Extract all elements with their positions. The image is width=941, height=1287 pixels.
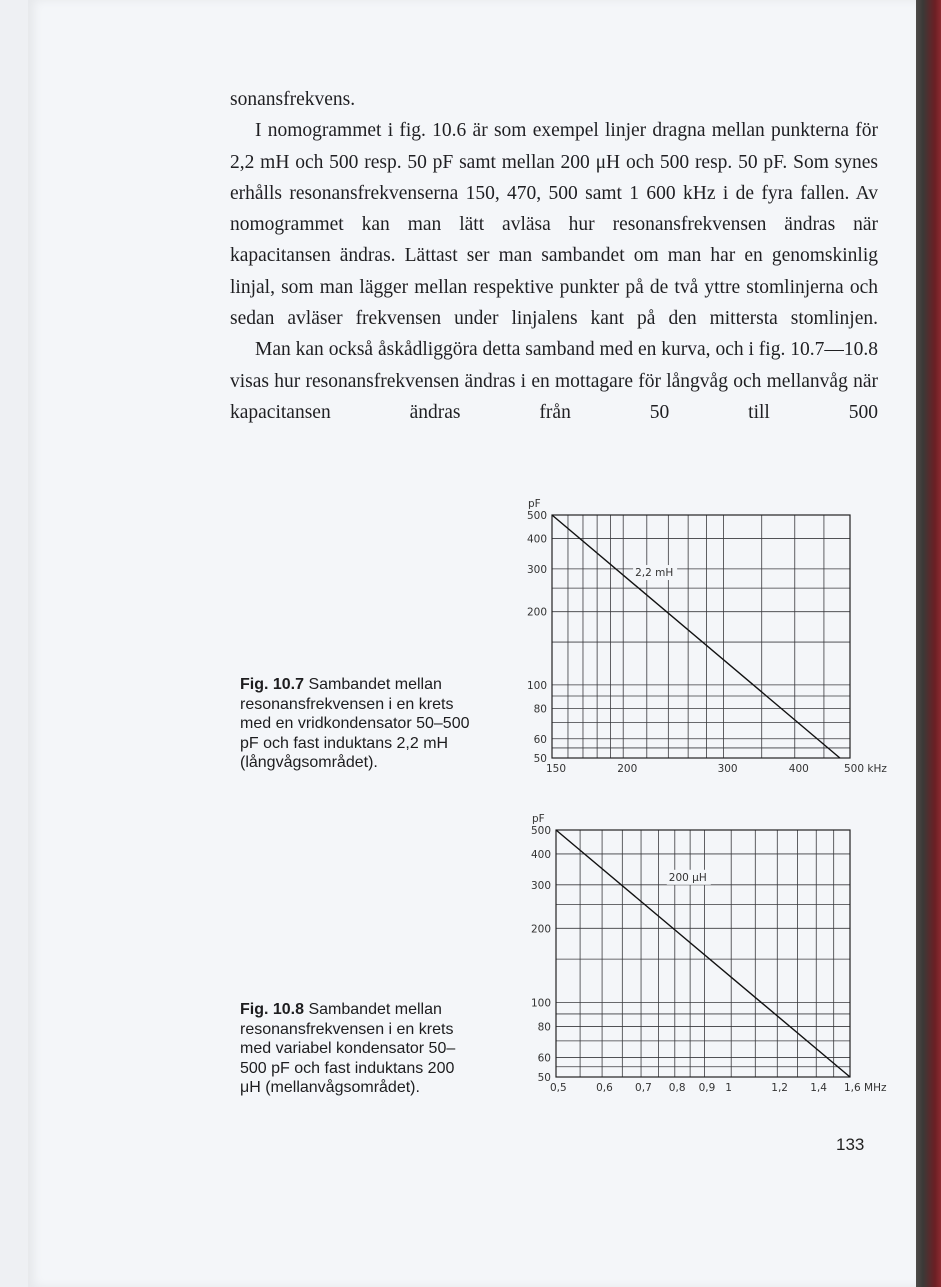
figure-10-7-caption-text: Sambandet mellan resonansfrekvensen i en krets med en vridkondensator 50–500 pF och fast induktans 2,2 mH (långvågsområdet).	[240, 676, 470, 771]
y-tick-label: 300	[526, 563, 547, 576]
series-annotation-label: 200 μH	[668, 871, 707, 884]
x-tick-label: 400	[788, 763, 809, 775]
x-tick-label: 1,2	[771, 1082, 788, 1094]
paragraph-nomogram: I nomogrammet i fig. 10.6 är som exempel linjer dragna mellan punkterna för 2,2 mH och 500 resp. 50 pF samt mellan 200 μH och 500 resp. 50 pF. Som synes erhålls resonansfrekvenserna 150, 470, 500 samt 1 600 kHz i de fyra fallen. Av nomogrammet kan man lätt avläsa hur resonansfrekvensen ändras när kapacitansen ändras. Lättast ser man sambandet om man har en genomskinlig linjal, som man lägger mellan respektive punkter på de två yttre stomlinjerna och sedan avläser frekvensen under linjalens kant på den mittersta stomlinjen.	[230, 120, 878, 330]
y-tick-label: 60	[537, 1052, 551, 1065]
figure-10-7-number: Fig. 10.7	[240, 676, 305, 693]
figure-10-7-caption	[240, 675, 470, 773]
figure-10-7-chart	[492, 495, 902, 785]
y-tick-label: 50	[533, 753, 547, 765]
x-tick-label: 1	[725, 1082, 732, 1094]
x-tick-label: 0,6	[596, 1082, 613, 1094]
y-tick-label: 50	[537, 1072, 551, 1084]
figure-10-8-chart	[492, 810, 902, 1105]
x-tick-label: 1,6 MHz	[844, 1082, 887, 1094]
x-tick-label: 150	[546, 763, 567, 775]
x-tick-label: 300	[717, 763, 738, 775]
series-annotation-label: 2,2 mH	[635, 567, 674, 580]
y-tick-label: 100	[530, 997, 551, 1010]
plot-frame	[552, 515, 850, 758]
figure-10-8-number: Fig. 10.8	[240, 1001, 305, 1018]
y-tick-label: 300	[530, 879, 551, 892]
x-tick-label: 200	[617, 763, 638, 775]
body-text	[230, 84, 878, 428]
y-tick-label: 400	[530, 848, 551, 861]
x-tick-label: 0,5	[550, 1082, 567, 1094]
y-tick-label: 100	[526, 679, 547, 692]
y-axis-unit-label: pF	[528, 498, 541, 510]
y-tick-label: 500	[526, 510, 547, 522]
underlying-page-strip	[0, 0, 30, 1287]
figure-10-7-svg	[492, 495, 902, 785]
y-tick-label: 80	[533, 703, 547, 716]
y-tick-label: 200	[530, 923, 551, 936]
y-axis-unit-label: pF	[532, 813, 545, 825]
series-line	[556, 830, 850, 1077]
paragraph-continuation: sonansfrekvens.	[230, 89, 356, 110]
x-tick-label: 1,4	[810, 1082, 827, 1094]
y-tick-label: 500	[530, 825, 551, 837]
paragraph-curves: Man kan också åskådliggöra detta samband med en kurva, och i fig. 10.7—10.8 visas hur resonansfrekvensen ändras i en mottagare för långvåg och mellanvåg när kapacitansen ändras från 50 till 500	[230, 339, 878, 423]
y-tick-label: 60	[533, 733, 547, 746]
x-tick-label: 0,7	[635, 1082, 652, 1094]
figure-10-8-caption	[240, 1000, 470, 1098]
x-tick-label: 0,8	[668, 1082, 686, 1094]
book-page	[28, 0, 916, 1287]
x-tick-label: 500 kHz	[844, 763, 887, 775]
y-tick-label: 200	[526, 606, 547, 619]
y-tick-label: 400	[526, 533, 547, 546]
figure-10-8-caption-text: Sambandet mellan resonansfrekvensen i en krets med variabel kondensator 50–500 pF och fast induktans 200 μH (mellanvågsområdet).	[240, 1001, 456, 1096]
y-tick-label: 80	[537, 1021, 551, 1034]
series-line	[552, 515, 840, 758]
page-number: 133	[836, 1135, 865, 1154]
figure-10-8-svg	[492, 810, 902, 1105]
x-tick-label: 0,9	[698, 1082, 716, 1094]
